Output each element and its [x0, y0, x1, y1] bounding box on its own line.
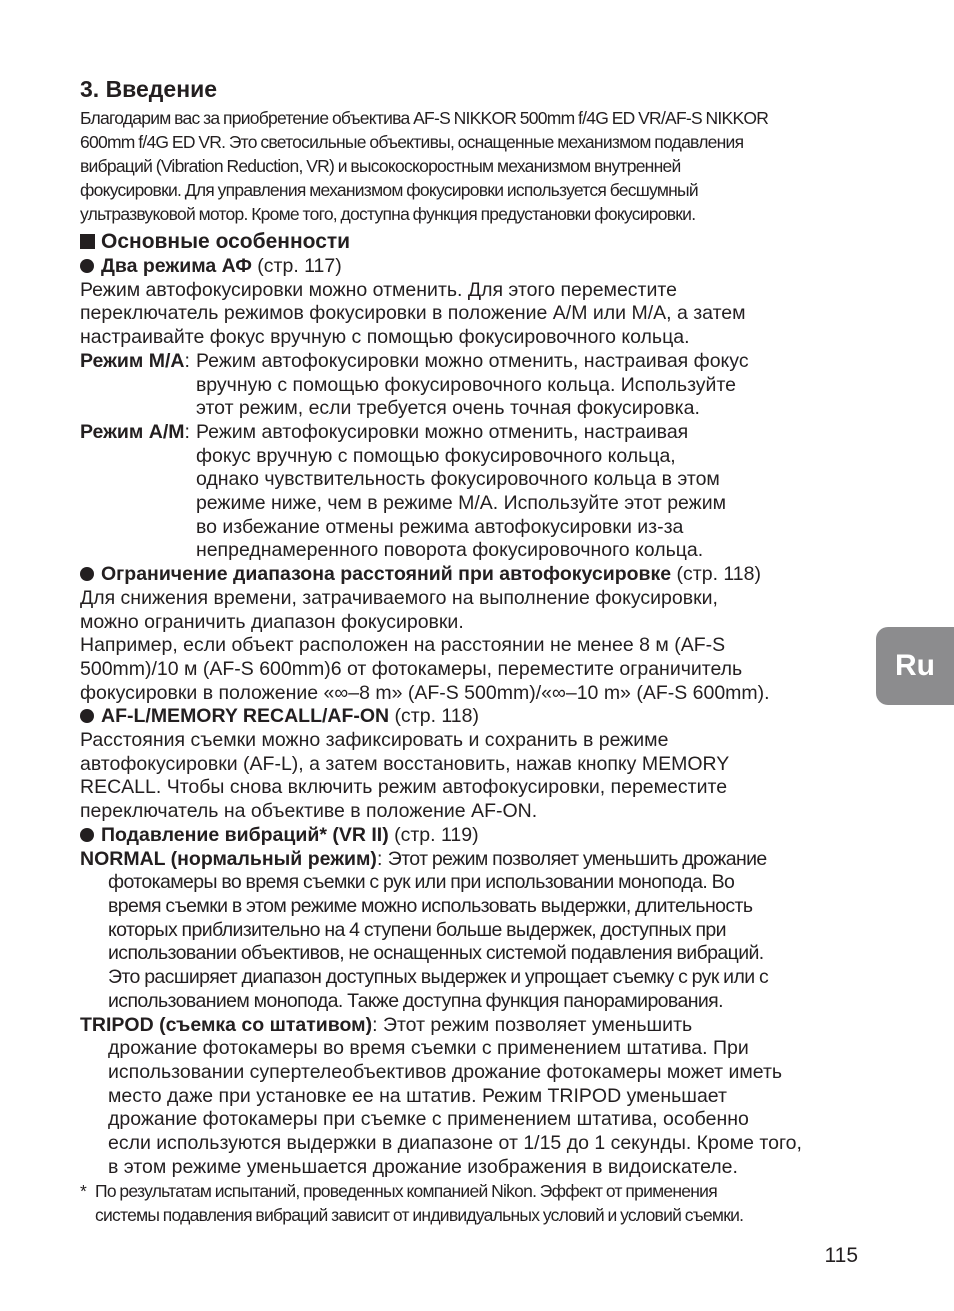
page-ref: (стр. 118) — [671, 563, 761, 586]
af-modes-text — [80, 279, 870, 350]
text-line: Для снижения времени, затрачиваемого на выполнение фокусировки, — [80, 586, 718, 609]
vr-title: Подавление вибраций* (VR II) — [101, 823, 389, 846]
text-line: системы подавления вибраций зависит от индивидуальных условий и условий съемки. — [95, 1205, 744, 1226]
text-line: Режим автофокусировки можно отменить, настраивая — [195, 420, 689, 443]
vr-tripod-description — [80, 1037, 870, 1179]
af-modes-heading — [80, 255, 870, 279]
footnote-marker: * — [80, 1181, 87, 1202]
footnote — [80, 1179, 870, 1227]
intro-line: ультразвуковой мотор. Кроме того, доступна функция предустановки фокусировки. — [80, 204, 696, 224]
text-line: Например, если объект расположен на расстоянии не менее 8 м (AF-S — [80, 634, 726, 657]
page-ref: (стр. 119) — [388, 823, 479, 846]
text-line: дрожание фотокамеры при съемке с применением штатива, особенно — [108, 1108, 749, 1131]
afl-text — [80, 729, 870, 824]
page-title: 3. Введение — [80, 76, 218, 102]
text-line: время съемки в этом режиме можно использовать выдержки, длительность — [108, 894, 753, 917]
mode-ma-entry — [80, 350, 870, 421]
vr-tripod-first-line: Этот режим позволяет уменьшить — [382, 1013, 693, 1036]
text-line: переключатель режимов фокусировки в положение A/M или M/A, а затем — [80, 302, 746, 325]
vr-tripod-term: TRIPOD (съемка со штативом) — [80, 1013, 373, 1036]
intro-line: фокусировки. Для управления механизмом фокусировки используется бесшумный — [80, 180, 698, 200]
bullet-icon — [80, 709, 94, 723]
text-line: RECALL. Чтобы снова включить режим автофокусировки, переместите — [80, 776, 728, 799]
colon: : — [184, 420, 190, 443]
text-line: использовании объективов, не оснащенных системой подавления вибраций. — [108, 942, 764, 965]
mode-am-description — [196, 421, 726, 563]
intro-line: вибраций (Vibration Reduction, VR) и высокоскоростным механизмом внутренней — [80, 156, 681, 176]
text-line: Режим автофокусировки можно отменить, настраивая фокус — [195, 349, 749, 372]
language-tab: Ru — [876, 627, 954, 705]
afl-heading — [80, 705, 870, 729]
text-line: однако чувствительность фокусировочного кольца в этом — [195, 468, 720, 491]
text-line: можно ограничить диапазон фокусировки. — [80, 610, 464, 633]
text-line: фотокамеры во время съемки с рук или при использовании монопода. Во — [108, 871, 735, 894]
limit-heading — [80, 563, 870, 587]
page-content — [80, 74, 870, 1227]
page-ref: (стр. 117) — [251, 255, 342, 277]
mode-am-entry — [80, 421, 870, 563]
text-line: По результатам испытаний, проведенных компанией Nikon. Эффект от применения — [95, 1181, 717, 1202]
text-line: настраивайте фокус вручную с помощью фокусировочного кольца. — [80, 326, 690, 349]
text-line: непреднамеренного поворота фокусировочного кольца. — [195, 539, 704, 562]
text-line: режиме ниже, чем в режиме M/A. Используйте этот режим — [195, 492, 727, 515]
section-title: Основные особенности — [101, 230, 351, 253]
colon: : — [376, 847, 388, 870]
intro-line: 600mm f/4G ED VR. Это светосильные объективы, оснащенные механизмом подавления — [80, 132, 744, 152]
vr-heading — [80, 824, 870, 848]
bullet-icon — [80, 567, 94, 581]
square-bullet-icon — [80, 234, 95, 249]
limit-text — [80, 587, 870, 706]
text-line: переключатель на объективе в положение AF-ON. — [80, 800, 538, 823]
colon: : — [372, 1013, 383, 1036]
text-line: во избежание отмены режима автофокусировки из-за — [195, 515, 684, 538]
mode-ma-description — [196, 350, 749, 421]
text-line: использованием монопода. Также доступна функция панорамирования. — [108, 989, 723, 1012]
intro-paragraph — [80, 106, 870, 226]
mode-am-term: Режим A/M — [80, 420, 185, 443]
afl-title: AF-L/MEMORY RECALL/AF-ON — [101, 705, 390, 728]
text-line: этот режим, если требуется очень точная фокусировка. — [195, 397, 700, 420]
text-line: Расстояния съемки можно зафиксировать и сохранить в режиме — [80, 729, 669, 752]
limit-title: Ограничение диапазона расстояний при автофокусировке — [101, 563, 672, 586]
text-line: Режим автофокусировки можно отменить. Для этого переместите — [80, 278, 677, 301]
text-line: Это расширяет диапазон доступных выдержек и упрощает съемку с рук или с — [108, 966, 769, 989]
text-line: место даже при установке ее на штатив. Режим TRIPOD уменьшает — [108, 1084, 727, 1107]
text-line: в этом режиме уменьшается дрожание изображения в видоискателе. — [108, 1155, 738, 1178]
page-number: 115 — [824, 1244, 858, 1267]
af-modes-title: Два режима АФ — [101, 255, 252, 277]
text-line: если используются выдержки в диапазоне от 1/15 до 1 секунды. Кроме того, — [108, 1132, 802, 1155]
text-line: автофокусировки (AF-L), а затем восстановить, нажав кнопку MEMORY — [80, 752, 730, 775]
text-line: фокусировки в положение «∞–8 m» (AF-S 500mm)/«∞–10 m» (AF-S 600mm). — [80, 681, 770, 704]
vr-normal-description — [80, 871, 870, 1013]
vr-normal-entry — [80, 848, 870, 1014]
mode-ma-term: Режим M/A — [80, 349, 185, 372]
text-line: дрожание фотокамеры во время съемки с применением штатива. При — [108, 1037, 749, 1060]
intro-line: Благодарим вас за приобретение объектива AF-S NIKKOR 500mm f/4G ED VR/AF-S NIKKOR — [80, 108, 769, 128]
vr-normal-first-line: Этот режим позволяет уменьшить дрожание — [387, 847, 767, 870]
colon: : — [184, 349, 190, 372]
bullet-icon — [80, 828, 94, 842]
section-heading — [80, 228, 870, 255]
text-line: которых приблизительно на 4 ступени больше выдержек, доступных при — [108, 918, 726, 941]
text-line: фокус вручную с помощью фокусировочного кольца, — [195, 444, 676, 467]
bullet-icon — [80, 259, 94, 273]
text-line: 500mm)/10 м (AF-S 600mm)6 от фотокамеры, переместите ограничитель — [80, 657, 743, 680]
text-line: использовании супертелеобъективов дрожание фотокамеры может иметь — [108, 1060, 783, 1083]
text-line: вручную с помощью фокусировочного кольца. Используйте — [195, 373, 736, 396]
vr-normal-term: NORMAL (нормальный режим) — [80, 847, 377, 870]
vr-tripod-entry — [80, 1014, 870, 1180]
page-ref: (стр. 118) — [389, 705, 479, 728]
